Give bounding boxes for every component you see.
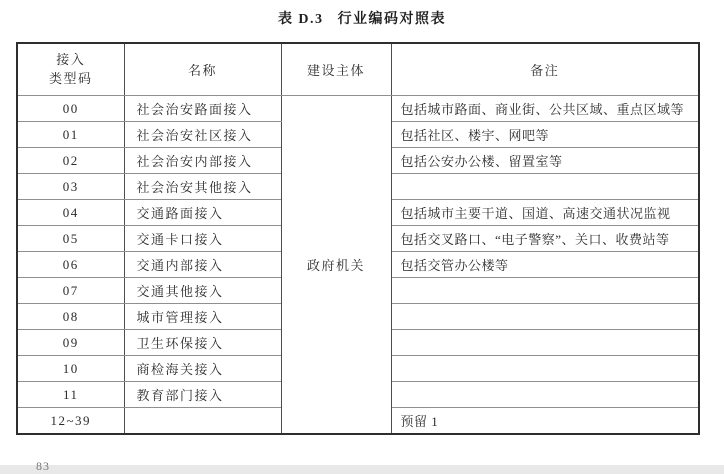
name-cell: 交通路面接入 bbox=[124, 200, 281, 226]
remark-cell bbox=[391, 356, 699, 382]
header-access-type-code bbox=[17, 43, 124, 96]
remark-cell bbox=[391, 330, 699, 356]
name-cell: 社会治安内部接入 bbox=[124, 148, 281, 174]
table-title-text: 行业编码对照表 bbox=[337, 12, 447, 27]
remark-cell: 包括交叉路口、“电子警察”、关口、收费站等 bbox=[391, 226, 699, 252]
remark-cell bbox=[391, 304, 699, 330]
name-cell bbox=[124, 408, 281, 435]
table-title bbox=[0, 8, 724, 28]
remark-cell: 预留 1 bbox=[391, 408, 699, 435]
code-cell: 01 bbox=[17, 122, 124, 148]
name-cell: 卫生环保接入 bbox=[124, 330, 281, 356]
name-cell: 教育部门接入 bbox=[124, 382, 281, 408]
header-subject: 建设主体 bbox=[281, 43, 391, 96]
subject-merged-cell: 政府机关 bbox=[281, 96, 391, 435]
remark-cell bbox=[391, 382, 699, 408]
code-cell: 08 bbox=[17, 304, 124, 330]
name-cell: 商检海关接入 bbox=[124, 356, 281, 382]
page-number: 83 bbox=[36, 459, 50, 473]
name-cell: 社会治安路面接入 bbox=[124, 96, 281, 122]
remark-cell bbox=[391, 174, 699, 200]
remark-cell: 包括交管办公楼等 bbox=[391, 252, 699, 278]
code-cell: 10 bbox=[17, 356, 124, 382]
name-cell: 社会治安社区接入 bbox=[124, 122, 281, 148]
code-cell: 04 bbox=[17, 200, 124, 226]
code-cell: 11 bbox=[17, 382, 124, 408]
code-cell: 05 bbox=[17, 226, 124, 252]
remark-cell bbox=[391, 278, 699, 304]
remark-cell: 包括城市路面、商业街、公共区域、重点区域等 bbox=[391, 96, 699, 122]
table-title-label: 表 D.3 bbox=[277, 12, 324, 27]
code-cell: 02 bbox=[17, 148, 124, 174]
name-cell: 社会治安其他接入 bbox=[124, 174, 281, 200]
name-cell: 交通内部接入 bbox=[124, 252, 281, 278]
header-row bbox=[17, 43, 699, 96]
code-cell: 12~39 bbox=[17, 408, 124, 435]
name-cell: 交通卡口接入 bbox=[124, 226, 281, 252]
remark-cell: 包括公安办公楼、留置室等 bbox=[391, 148, 699, 174]
header-access-type-code-line1: 接入 bbox=[56, 51, 86, 67]
code-cell: 09 bbox=[17, 330, 124, 356]
header-remark: 备注 bbox=[391, 43, 699, 96]
code-cell: 00 bbox=[17, 96, 124, 122]
table-row bbox=[17, 96, 699, 122]
name-cell: 城市管理接入 bbox=[124, 304, 281, 330]
remark-cell: 包括社区、楼宇、网吧等 bbox=[391, 122, 699, 148]
industry-code-table bbox=[16, 42, 700, 435]
code-cell: 07 bbox=[17, 278, 124, 304]
name-cell: 交通其他接入 bbox=[124, 278, 281, 304]
code-cell: 06 bbox=[17, 252, 124, 278]
code-cell: 03 bbox=[17, 174, 124, 200]
header-access-type-code-line2: 类型码 bbox=[48, 70, 93, 86]
remark-cell: 包括城市主要干道、国道、高速交通状况监视 bbox=[391, 200, 699, 226]
header-name: 名称 bbox=[124, 43, 281, 96]
